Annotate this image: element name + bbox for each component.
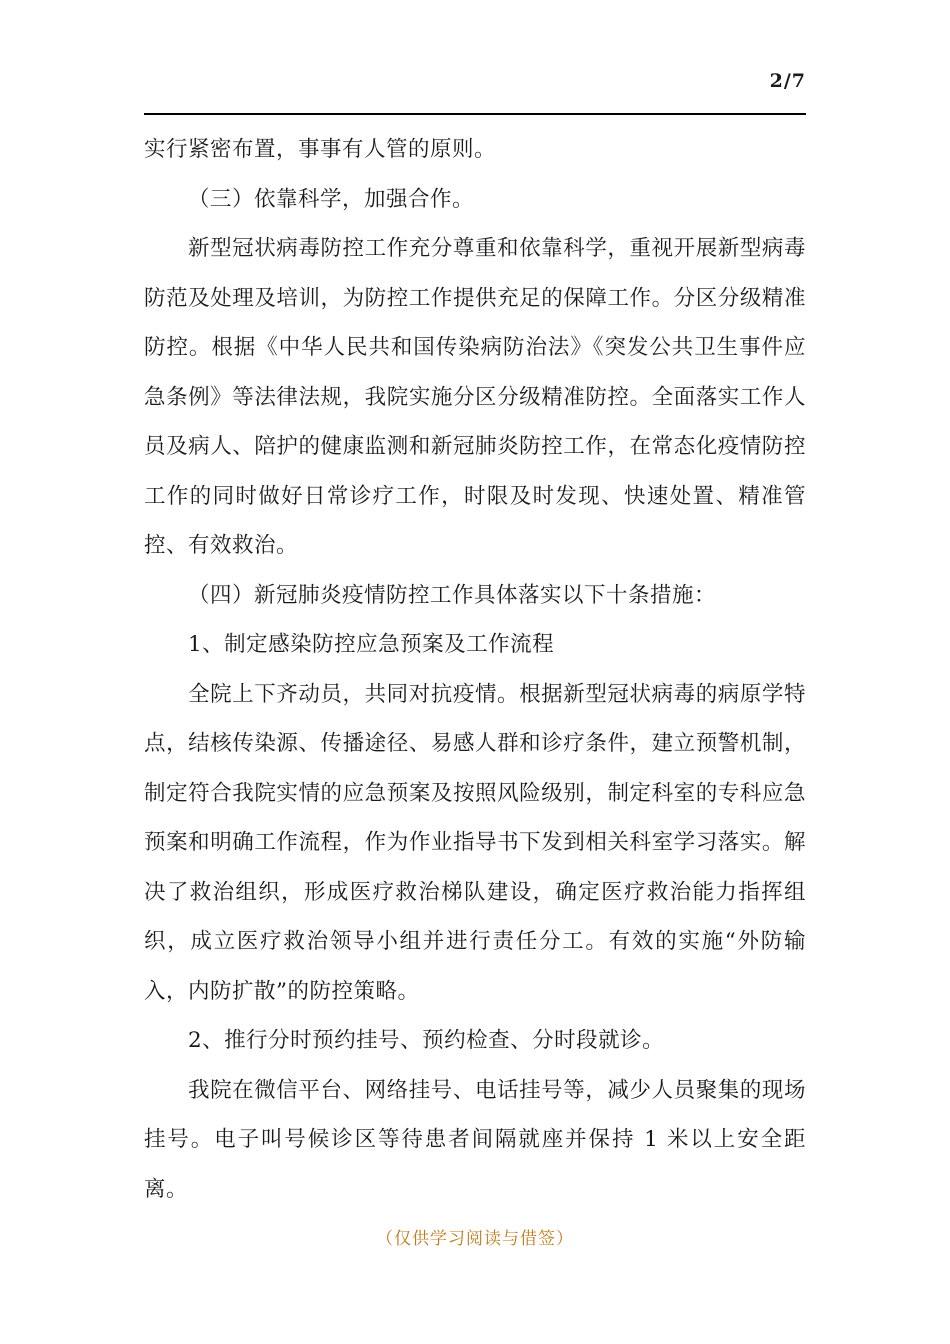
paragraph-3: 全院上下齐动员，共同对抗疫情。根据新型冠状病毒的病原学特点，结核传染源、传播途径、易感人群和诊疗条件，建立预警机制，制定符合我院实情的应急预案及按照风险级别，制定科室的专科应急预案和明确工作流程，作为作业指导书下发到相关科室学习落实。解决了救治组织，形成医疗救治梯队建设，确定医疗救治能力指挥组织，成立医疗救治领导小组并进行责任分工。有效的实施“外防输入，内防扩散”的防控策略。 [144,681,806,1004]
paragraph-1: 实行紧密布置，事事有人管的原则。 [144,137,497,162]
document-body [144,125,806,1214]
header-divider [144,113,806,115]
paragraph-4: 我院在微信平台、网络挂号、电话挂号等，减少人员聚集的现场挂号。电子叫号候诊区等待患者间隔就座并保持 1 米以上安全距离。 [144,1077,806,1202]
item-heading-2: 2、推行分时预约挂号、预约检查、分时段就诊。 [188,1028,665,1053]
item-heading-1: 1、制定感染防控应急预案及工作流程 [188,632,555,657]
paragraph-2: 新型冠状病毒防控工作充分尊重和依靠科学，重视开展新型病毒防范及处理及培训，为防控工作提供充足的保障工作。分区分级精准防控。根据《中华人民共和国传染病防治法》《突发公共卫生事件应急条例》等法律法规，我院实施分区分级精准防控。全面落实工作人员及病人、陪护的健康监测和新冠肺炎防控工作，在常态化疫情防控工作的同时做好日常诊疗工作，时限及时发现、快速处置、精准管控、有效救治。 [144,236,806,558]
section-heading-4: （四）新冠肺炎疫情防控工作具体落实以下十条措施： [188,582,717,608]
footer-note: （仅供学习阅读与借签） [376,1229,574,1249]
section-heading-3: （三）依靠科学，加强合作。 [188,186,475,212]
page-number: 2/7 [769,70,806,92]
